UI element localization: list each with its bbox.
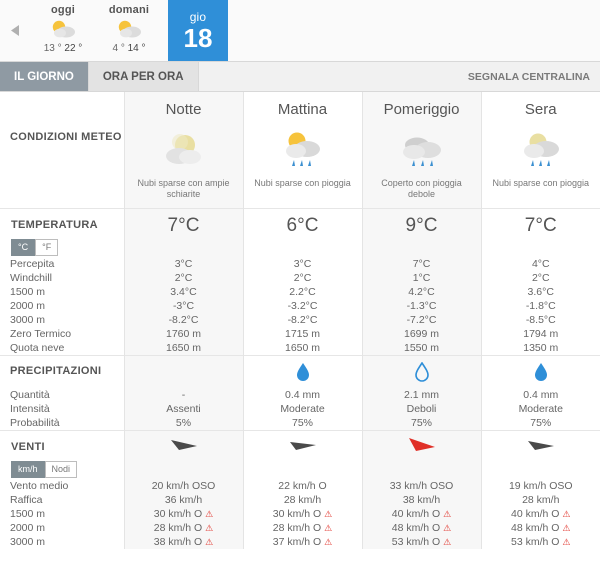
cell-value: 40 km/h O — [391, 508, 441, 520]
cell-value: 1°C — [362, 271, 481, 285]
cell-value: -3.2°C — [243, 299, 362, 313]
day-selector-strip — [0, 0, 600, 62]
unit-celsius-button[interactable]: °C — [11, 239, 35, 256]
cell-value: 28 km/h O — [153, 522, 203, 534]
sun-cloud-rain-icon — [245, 123, 361, 177]
cell-value: -8.2°C — [243, 313, 362, 327]
cell-value: 48 km/h O — [511, 522, 560, 534]
warning-icon: ⚠ — [562, 537, 571, 547]
forecast-table — [0, 92, 600, 549]
row-label-wind-1500m: 1500 m — [0, 507, 124, 521]
cell-value: 0.4 mm — [243, 388, 362, 402]
cell-value: 2°C — [124, 271, 243, 285]
cell-value: Assenti — [124, 402, 243, 416]
unit-kmh-button[interactable]: km/h — [11, 461, 45, 478]
row-label-wind-2000m: 2000 m — [0, 521, 124, 535]
col-header-pomeriggio: Pomeriggio — [362, 92, 481, 122]
cell-value-with-alert — [124, 507, 243, 521]
precipitation-header-row — [0, 356, 600, 389]
warning-icon: ⚠ — [324, 537, 333, 547]
section-label-precipitation: PRECIPITAZIONI — [0, 356, 124, 389]
cell-value: Moderate — [481, 402, 600, 416]
condition-desc-pomeriggio: Coperto con pioggia debole — [362, 178, 481, 209]
cell-value: -1.3°C — [362, 299, 481, 313]
cell-value: 28 km/h — [243, 493, 362, 507]
section-label-conditions: CONDIZIONI METEO — [10, 131, 122, 143]
cell-value: 28 km/h — [481, 493, 600, 507]
condition-desc-mattina: Nubi sparse con pioggia — [243, 178, 362, 209]
cell-value: 2.1 mm — [362, 388, 481, 402]
drop-filled-icon — [483, 357, 600, 387]
cell-value: 1350 m — [481, 341, 600, 356]
condition-cell-sera — [481, 122, 600, 178]
wind-arrow-dark-icon — [483, 432, 600, 458]
day-tab-tomorrow[interactable] — [96, 0, 162, 61]
cell-value: 48 km/h O — [391, 522, 441, 534]
table-row — [0, 388, 600, 402]
row-label-raffica: Raffica — [0, 493, 124, 507]
cell-value: 1760 m — [124, 327, 243, 341]
precip-icon-cell-pomeriggio — [362, 356, 481, 389]
cell-value: 1550 m — [362, 341, 481, 356]
cell-value: 75% — [362, 416, 481, 431]
row-label-1500m: 1500 m — [0, 285, 124, 299]
sun-cloud-rain-icon — [483, 123, 600, 177]
warning-icon: ⚠ — [443, 509, 452, 519]
cell-value-with-alert — [243, 507, 362, 521]
cell-value: 19 km/h OSO — [481, 479, 600, 493]
wind-icon-cell-notte — [124, 431, 243, 480]
cell-value: 1650 m — [243, 341, 362, 356]
day-temps — [112, 43, 145, 54]
cell-value: 1794 m — [481, 327, 600, 341]
segnala-centralina-link[interactable]: SEGNALA CENTRALINA — [467, 70, 590, 83]
conditions-desc-row — [0, 178, 600, 209]
chevron-left-icon[interactable] — [0, 0, 30, 61]
row-label-windchill: Windchill — [0, 271, 124, 285]
precip-icon-cell-mattina — [243, 356, 362, 389]
row-label-quantita: Quantità — [0, 388, 124, 402]
cell-value: 53 km/h O — [511, 536, 560, 548]
temperature-header-row — [0, 209, 600, 258]
cell-value: 30 km/h O — [272, 508, 322, 520]
warning-icon: ⚠ — [443, 537, 452, 547]
day-low: 13 ° — [43, 43, 62, 54]
sun-cloud-icon — [114, 16, 144, 42]
wind-arrow-dark-icon — [126, 432, 242, 458]
warning-icon: ⚠ — [205, 537, 214, 547]
table-row — [0, 507, 600, 521]
cell-value: 5% — [124, 416, 243, 431]
condition-desc-sera: Nubi sparse con pioggia — [481, 178, 600, 209]
cell-value: 37 km/h O — [272, 536, 322, 548]
table-row — [0, 479, 600, 493]
cell-value: 1699 m — [362, 327, 481, 341]
cell-value: 28 km/h O — [272, 522, 322, 534]
selected-day-number: 18 — [183, 22, 213, 53]
section-label-temperature: TEMPERATURA — [11, 219, 98, 231]
cell-value: 38 km/h O — [153, 536, 203, 548]
day-temps — [44, 43, 83, 54]
row-label-quota-neve: Quota neve — [0, 341, 124, 356]
cell-value: 30 km/h O — [153, 508, 203, 520]
cell-value: -7.2°C — [362, 313, 481, 327]
wind-unit-toggle[interactable] — [11, 461, 123, 478]
warning-icon: ⚠ — [443, 523, 452, 533]
no-precip-icon — [126, 357, 242, 387]
wind-header-row — [0, 431, 600, 480]
drop-filled-icon — [245, 357, 361, 387]
day-tab-today[interactable] — [30, 0, 96, 61]
cell-value: 40 km/h O — [511, 508, 560, 520]
cell-value: 22 km/h O — [243, 479, 362, 493]
view-tabbar — [0, 62, 600, 92]
row-label-2000m: 2000 m — [0, 299, 124, 313]
cell-value-with-alert — [481, 521, 600, 535]
cell-value: 7°C — [362, 257, 481, 271]
tab-ora-per-ora[interactable]: ORA PER ORA — [89, 62, 199, 91]
row-label-wind-3000m: 3000 m — [0, 535, 124, 549]
cell-value: Deboli — [362, 402, 481, 416]
table-row — [0, 257, 600, 271]
row-label-intensita: Intensità — [0, 402, 124, 416]
conditions-row — [0, 122, 600, 178]
precip-icon-cell-sera — [481, 356, 600, 389]
row-label-3000m: 3000 m — [0, 313, 124, 327]
day-high: 14 ° — [127, 43, 146, 54]
cell-value: 2°C — [243, 271, 362, 285]
temperature-unit-toggle[interactable] — [11, 239, 123, 256]
cell-value: 38 km/h — [362, 493, 481, 507]
table-row — [0, 521, 600, 535]
day-label: oggi — [50, 4, 75, 16]
day-low: 4 ° — [112, 43, 125, 54]
day-label: domani — [108, 4, 150, 16]
wind-arrow-dark-icon — [245, 432, 361, 458]
cell-value: 2°C — [481, 271, 600, 285]
cell-value: 53 km/h O — [391, 536, 441, 548]
cell-value: 1715 m — [243, 327, 362, 341]
cell-value-with-alert — [362, 521, 481, 535]
table-row — [0, 285, 600, 299]
cell-value-with-alert — [243, 535, 362, 549]
row-label-percepita: Percepita — [0, 257, 124, 271]
condition-cell-pomeriggio — [362, 122, 481, 178]
cell-value: - — [124, 388, 243, 402]
cell-value: -1.8°C — [481, 299, 600, 313]
condition-cell-mattina — [243, 122, 362, 178]
cell-value: 33 km/h OSO — [362, 479, 481, 493]
tab-il-giorno[interactable]: IL GIORNO — [0, 62, 89, 91]
table-row — [0, 313, 600, 327]
warning-icon: ⚠ — [324, 509, 333, 519]
table-row — [0, 299, 600, 313]
col-header-sera: Sera — [481, 92, 600, 122]
table-header-row — [0, 92, 600, 122]
cell-value: 3.4°C — [124, 285, 243, 299]
warning-icon: ⚠ — [324, 523, 333, 533]
row-label-probabilita: Probabilità — [0, 416, 124, 431]
cell-value: 3.6°C — [481, 285, 600, 299]
cell-value-with-alert — [362, 535, 481, 549]
cell-value: 0.4 mm — [481, 388, 600, 402]
unit-nodi-button[interactable]: Nodi — [45, 461, 78, 478]
cell-value: 4.2°C — [362, 285, 481, 299]
table-row — [0, 341, 600, 356]
cell-value-with-alert — [481, 507, 600, 521]
warning-icon: ⚠ — [205, 509, 214, 519]
section-label-wind: VENTI — [11, 441, 45, 453]
cell-value: 4°C — [481, 257, 600, 271]
wind-arrow-red-icon — [364, 432, 480, 458]
wind-icon-cell-sera — [481, 431, 600, 480]
wind-label-cell — [0, 431, 124, 480]
cell-value: 75% — [481, 416, 600, 431]
cell-value: 2.2°C — [243, 285, 362, 299]
cell-value: 1650 m — [124, 341, 243, 356]
cell-value: 20 km/h OSO — [124, 479, 243, 493]
day-high: 22 ° — [64, 43, 83, 54]
cell-value-with-alert — [124, 535, 243, 549]
cell-value: -8.5°C — [481, 313, 600, 327]
cell-value: Moderate — [243, 402, 362, 416]
wind-icon-cell-pomeriggio — [362, 431, 481, 480]
row-label-zero-termico: Zero Termico — [0, 327, 124, 341]
table-row — [0, 271, 600, 285]
cell-value: 3°C — [124, 257, 243, 271]
sun-cloud-icon — [48, 16, 78, 42]
cell-value-with-alert — [362, 507, 481, 521]
unit-fahrenheit-button[interactable]: °F — [35, 239, 58, 256]
condition-desc-notte: Nubi sparse con ampie schiarite — [124, 178, 243, 209]
warning-icon: ⚠ — [562, 523, 571, 533]
table-row — [0, 402, 600, 416]
precip-icon-cell-notte — [124, 356, 243, 389]
table-row — [0, 535, 600, 549]
wind-icon-cell-mattina — [243, 431, 362, 480]
temp-main-pomeriggio: 9°C — [362, 209, 481, 258]
col-header-mattina: Mattina — [243, 92, 362, 122]
warning-icon: ⚠ — [205, 523, 214, 533]
table-row — [0, 327, 600, 341]
day-tab-selected[interactable] — [168, 0, 228, 61]
cell-value-with-alert — [124, 521, 243, 535]
cell-value-with-alert — [481, 535, 600, 549]
warning-icon: ⚠ — [562, 509, 571, 519]
row-label-vento-medio: Vento medio — [0, 479, 124, 493]
cell-value: -8.2°C — [124, 313, 243, 327]
temperature-label-cell — [0, 209, 124, 258]
cell-value: 3°C — [243, 257, 362, 271]
temp-main-mattina: 6°C — [243, 209, 362, 258]
temp-main-sera: 7°C — [481, 209, 600, 258]
cloud-rain-icon — [364, 123, 480, 177]
col-header-notte: Notte — [124, 92, 243, 122]
table-row — [0, 493, 600, 507]
cell-value: -3°C — [124, 299, 243, 313]
cell-value: 36 km/h — [124, 493, 243, 507]
table-row — [0, 416, 600, 431]
cell-value: 75% — [243, 416, 362, 431]
drop-outline-icon — [364, 357, 480, 387]
temp-main-notte: 7°C — [124, 209, 243, 258]
condition-cell-notte — [124, 122, 243, 178]
moon-cloud-icon — [126, 123, 242, 177]
selected-day-label: gio — [189, 9, 207, 24]
cell-value-with-alert — [243, 521, 362, 535]
